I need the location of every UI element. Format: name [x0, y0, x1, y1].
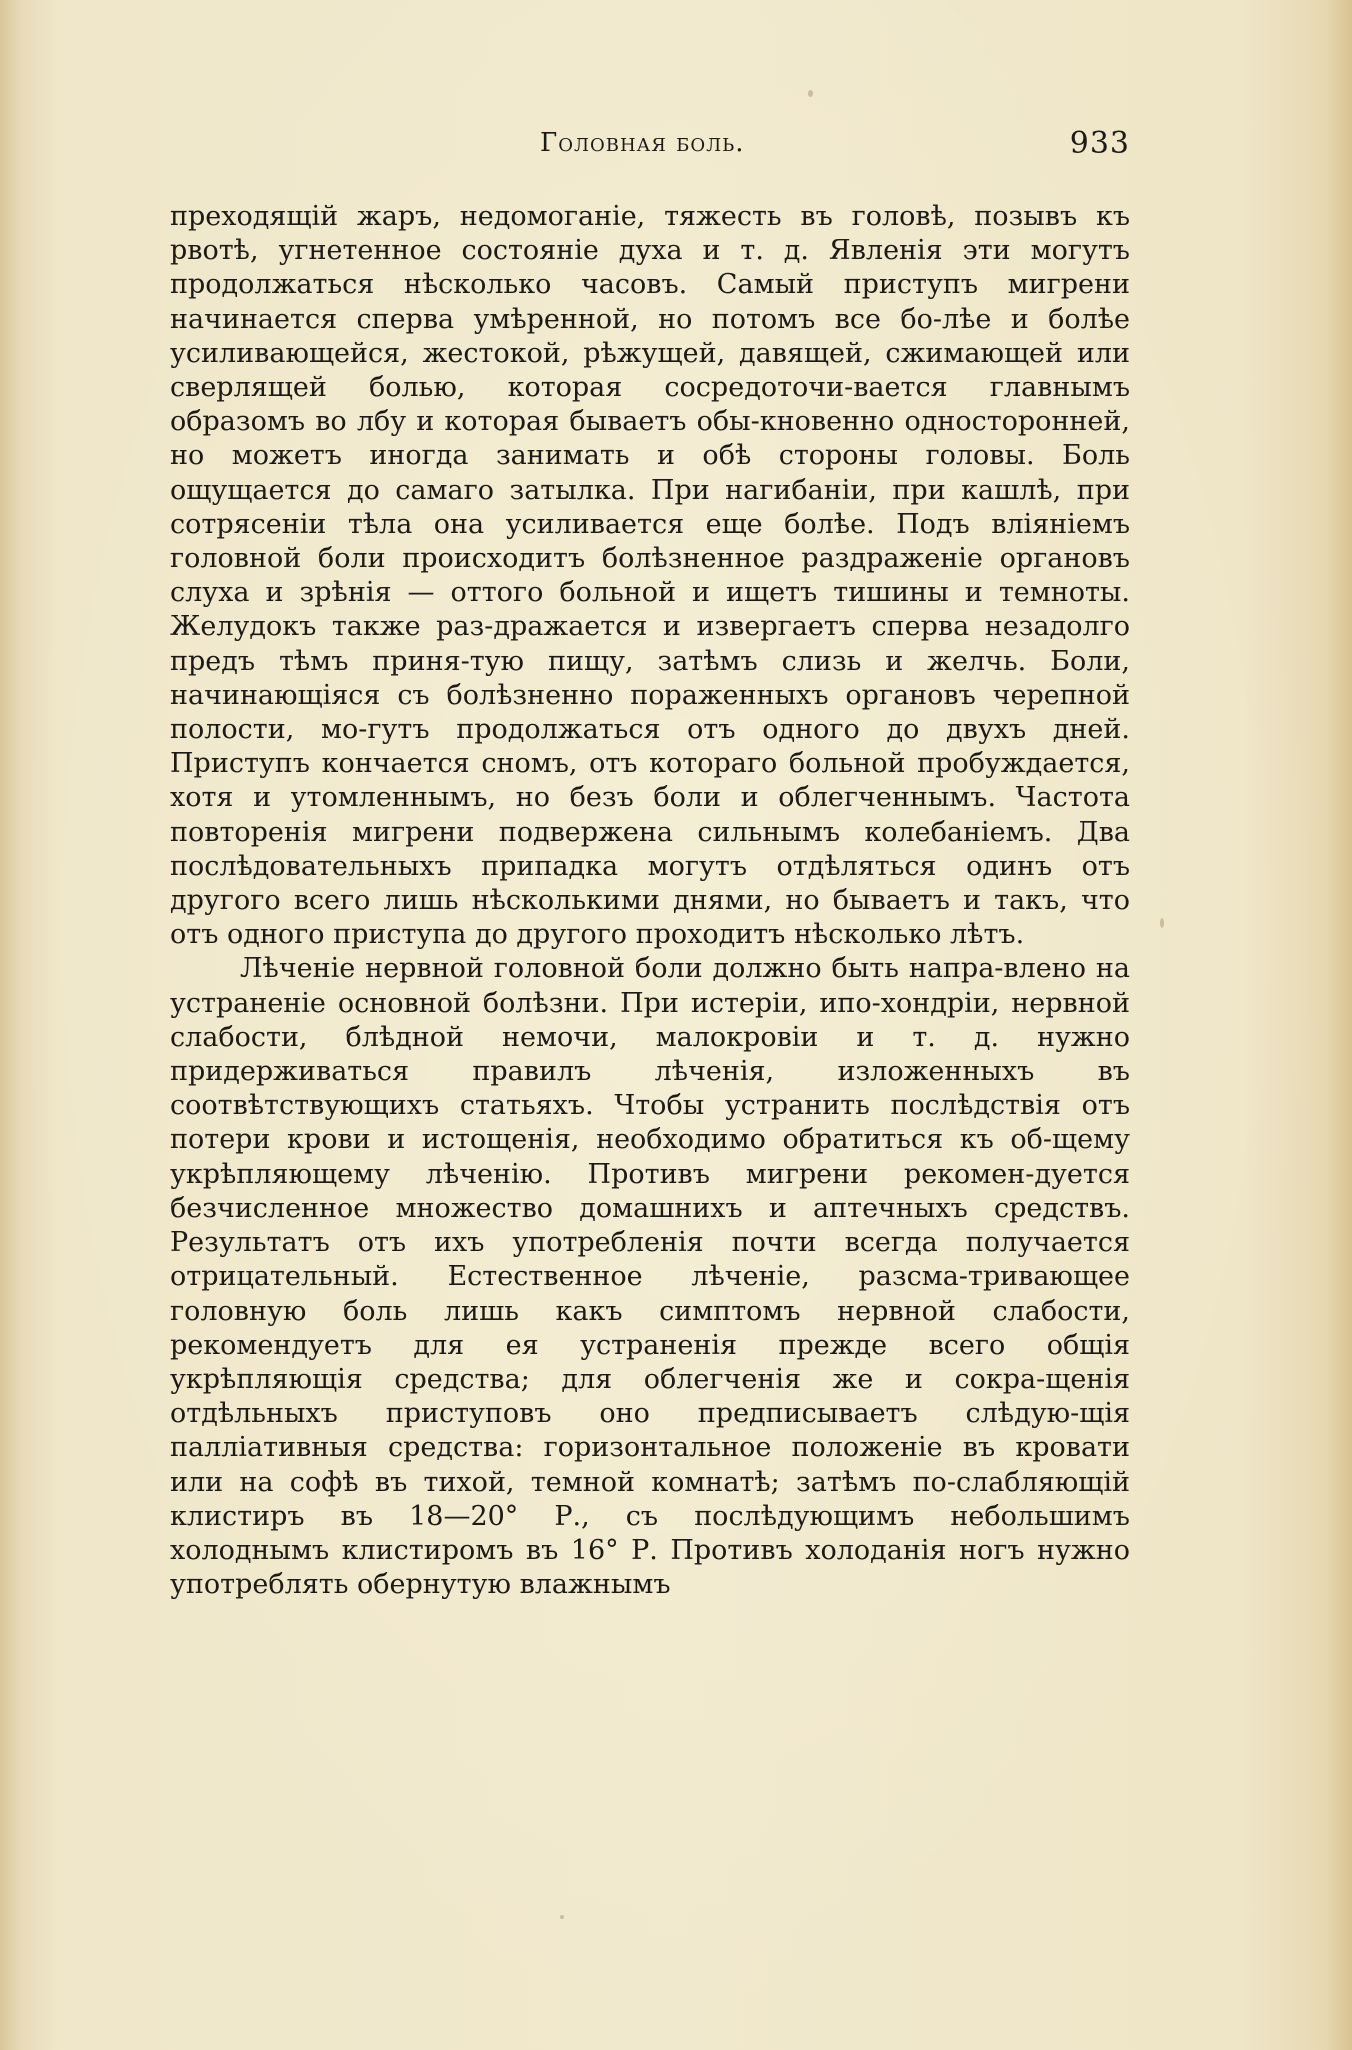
page-header — [170, 128, 1130, 168]
paper-speck — [808, 90, 813, 97]
paragraph-symptoms: преходящій жаръ, недомоганіе, тяжесть въ головѣ, позывъ къ рвотѣ, угнетенное состояніе духа и т. д. Явленія эти могутъ продолжаться нѣсколько часовъ. Самый приступъ мигрени начинается сперва умѣренной, но потомъ все бо-лѣе и болѣе усиливающейся, жестокой, рѣжущей, давящей, сжимающей или сверлящей болью, которая сосредоточи-вается главнымъ образомъ во лбу и которая бываетъ обы-кновенно односторонней, но можетъ иногда занимать и обѣ стороны головы. Боль ощущается до самаго затылка. При нагибаніи, при кашлѣ, при сотрясеніи тѣла она усиливается еще болѣе. Подъ вліяніемъ головной боли происходитъ болѣзненное раздраженіе органовъ слуха и зрѣнія — оттого больной и ищетъ тишины и темноты. Желудокъ также раз-дражается и извергаетъ сперва незадолго предъ тѣмъ приня-тую пищу, затѣмъ слизь и желчь. Боли, начинающіяся съ болѣзненно пораженныхъ органовъ черепной полости, мо-гутъ продолжаться отъ одного до двухъ дней. Приступъ кончается сномъ, отъ котораго больной пробуждается, хотя и утомленнымъ, но безъ боли и облегченнымъ. Частота повторенія мигрени подвержена сильнымъ колебаніемъ. Два послѣдовательныхъ припадка могутъ отдѣляться одинъ отъ другого всего лишь нѣсколькими днями, но бываетъ и такъ, что отъ одного приступа до другого проходитъ нѣсколько лѣтъ. — [170, 201, 1130, 951]
paper-speck — [1160, 918, 1164, 928]
page-number: 933 — [1069, 126, 1130, 161]
running-title: Головная боль. — [540, 128, 745, 158]
paper-speck — [560, 1915, 564, 1919]
text-block — [170, 200, 1130, 1602]
paragraph-treatment: Лѣченіе нервной головной боли должно быть напра-влено на устраненіе основной болѣзни. При истеріи, ипо-хондріи, нервной слабости, блѣдной немочи, малокровіи и т. д. нужно придерживаться правилъ лѣченія, изложенныхъ въ соотвѣтствующихъ статьяхъ. Чтобы устранить послѣдствія отъ потери крови и истощенія, необходимо обратиться къ об-щему укрѣпляющему лѣченію. Противъ мигрени рекомен-дуется безчисленное множество домашнихъ и аптечныхъ средствъ. Результатъ отъ ихъ употребленія почти всегда получается отрицательный. Естественное лѣченіе, разсма-тривающее головную боль лишь какъ симптомъ нервной слабости, рекомендуетъ для ея устраненія прежде всего общія укрѣпляющія средства; для облегченія же и сокра-щенія отдѣльныхъ приступовъ оно предписываетъ слѣдую-щія палліативныя средства: горизонтальное положеніе въ кровати или на софѣ въ тихой, темной комнатѣ; затѣмъ по-слабляющій клистиръ въ 18—20° Р., съ послѣдующимъ небольшимъ холоднымъ клистиромъ въ 16° Р. Противъ холоданія ногъ нужно употреблять обернутую влажнымъ — [170, 953, 1130, 1601]
